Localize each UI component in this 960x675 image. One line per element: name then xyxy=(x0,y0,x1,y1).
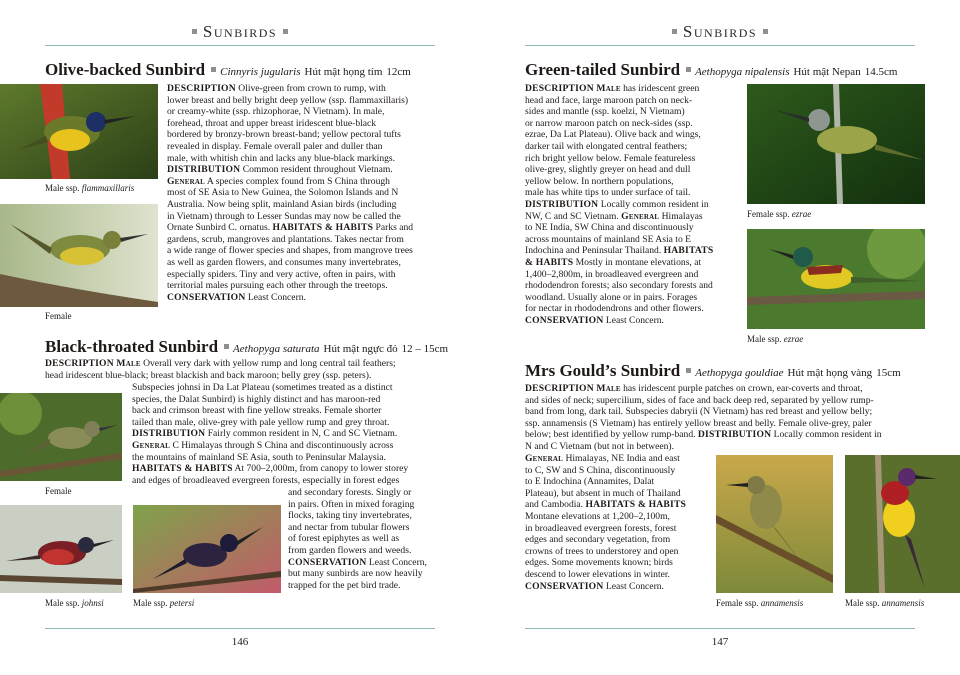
text-line: male, with whitish chin and lacks any blue-black markings. xyxy=(167,152,396,164)
text-line: edges. Some movements known; birds xyxy=(525,557,673,569)
text-line: and edges of broadleaved evergreen forests, especially in forest edges xyxy=(132,474,400,486)
text-line: head iridescent blue-black; breast blackish and back maroon; belly grey (ssp. peters). xyxy=(45,369,372,381)
text-line: head and face, large maroon patch on neck- xyxy=(525,94,693,106)
text-line: DESCRIPTION Male has iridescent purple patches on crown, ear-coverts and throat, xyxy=(525,383,863,394)
vietnamese-name: Hút mật ngực đỏ xyxy=(323,343,398,355)
vietnamese-name: Hút mật họng tím xyxy=(304,66,383,78)
text-line: ssp. annamensis (S Vietnam) has entirely yellow breast and belly. Female olive-grey, paler xyxy=(525,417,872,429)
text-line: in Vietnam) through to Lesser Sundas may now be called the xyxy=(167,210,401,222)
text-line: and sides of neck; supercilium, sides of face and back deep red, separated by yellow rump- xyxy=(525,394,874,406)
text-line: band from long, dark tail. Subspecies dabryii (N Vietnam) has red breast and yellow belly; xyxy=(525,406,873,418)
text-line: DISTRIBUTION Locally common resident in xyxy=(525,198,709,210)
text-black-throated-narrow xyxy=(288,487,443,591)
caption-black-female: Female xyxy=(45,486,72,496)
photo-black-petersi xyxy=(133,505,281,593)
page-number-right: 147 xyxy=(711,636,729,648)
text-line: species, the Dalat Sunbird) is highly distinct and has maroon-red xyxy=(132,393,381,405)
text-line: to E Indochina (Annamites, Dalat xyxy=(525,476,655,488)
text-mrs-goulds-narrow xyxy=(525,453,700,592)
text-line: rhododendron forests; also secondary forests and xyxy=(525,280,713,292)
text-mrs-goulds-full xyxy=(525,383,925,453)
scientific-name: Aethopyga nipalensis xyxy=(695,66,790,78)
text-line: and nectar from tubular flowers xyxy=(288,521,410,533)
photo-olive-female xyxy=(0,204,158,307)
species-size: 12cm xyxy=(386,66,411,78)
header-square-icon xyxy=(192,29,197,34)
text-line: yellow below. In northern populations, xyxy=(525,175,674,187)
text-line: trapped for the pet bird trade. xyxy=(288,579,401,591)
text-black-throated-main xyxy=(132,382,437,486)
text-line: or creamy-white (ssp. rhizophorae, N Vietnam). In male, xyxy=(167,106,385,118)
text-line: especially spiders. Tiny and very active, often in pairs, with xyxy=(167,268,396,280)
text-line: as well as garden flowers, and consumes many invertebrates, xyxy=(167,256,401,268)
running-header-right: Sunbirds xyxy=(525,22,915,42)
text-line: Indochina and Peninsular Thailand. HABITATS xyxy=(525,245,714,257)
text-line: to NE India, SW China and discontinuously xyxy=(525,222,694,234)
species-title-olive-backed xyxy=(45,60,411,82)
text-line: below; best identified by yellow rump-band. DISTRIBUTION Locally common resident in xyxy=(525,429,882,441)
text-line: Australia. Now being split, mainland Asian birds (including xyxy=(167,198,397,210)
text-line: a wide range of flower species and shapes, from mangrove trees xyxy=(167,245,413,257)
species-size: 15cm xyxy=(876,367,901,379)
scientific-name: Aethopyga gouldiae xyxy=(695,367,784,379)
text-line: gardens, scrub, mangroves and plantations. Takes nectar from xyxy=(167,233,404,245)
text-line: Plateau), but absent in much of Thailand xyxy=(525,487,681,499)
species-name: Green-tailed Sunbird xyxy=(525,60,681,79)
text-line: General A species complex found from S China through xyxy=(167,175,390,187)
text-line: HABITATS & HABITS At 700–2,000m, from canopy to lower storey xyxy=(132,463,409,475)
text-line: from garden flowers and weeds. xyxy=(288,544,412,556)
text-line: 1,400–2,800m, in broadleaved evergreen and xyxy=(525,268,699,280)
species-size: 12 – 15cm xyxy=(401,343,449,355)
text-line: of forest epiphytes as well as xyxy=(288,533,400,545)
species-title-black-throated xyxy=(45,337,448,359)
text-black-throated-full xyxy=(45,358,445,381)
caption-olive-female: Female xyxy=(45,311,72,321)
text-line: edges and secondary vegetation, from xyxy=(525,534,671,546)
caption-green-female: Female ssp. ezrae xyxy=(747,209,812,219)
text-line: forehead, throat and upper breast iridescent blue-black xyxy=(167,117,377,129)
caption-green-male: Male ssp. ezrae xyxy=(747,334,804,344)
header-square-icon xyxy=(672,29,677,34)
text-line: or narrow maroon patch on neck-sides (ssp. xyxy=(525,117,693,129)
text-line: flocks, taking tiny invertebrates, xyxy=(288,510,412,522)
vietnamese-name: Hút mật họng vàng xyxy=(787,367,873,379)
text-line: across mountains of mainland SE Asia to E xyxy=(525,233,692,245)
text-line: crowns of trees to understorey and open xyxy=(525,545,679,557)
caption-black-petersi: Male ssp. petersi xyxy=(133,598,195,608)
header-square-icon xyxy=(283,29,288,34)
text-line: for nectar in rhododendrons and other flowers. xyxy=(525,303,704,315)
text-line: DISTRIBUTION Fairly common resident in N, C and SC Vietnam. xyxy=(132,428,398,440)
title-square-icon xyxy=(686,368,691,373)
title-square-icon xyxy=(211,67,216,72)
text-line: back and crimson breast with fine yellow streaks. Female shorter xyxy=(132,405,382,417)
text-line: General C Himalayas through S China and discontinuously across xyxy=(132,439,394,451)
photo-gould-male xyxy=(845,455,960,593)
header-rule xyxy=(45,45,435,46)
text-line: N and C Vietnam (but not in between). xyxy=(525,440,674,452)
footer-rule xyxy=(525,628,915,629)
species-name: Black-throated Sunbird xyxy=(45,337,219,356)
text-line: Subspecies johnsi in Da Lat Plateau (sometimes treated as a distinct xyxy=(132,382,393,393)
photo-green-female xyxy=(747,84,925,204)
text-line: darker tail with elongated central feathers; xyxy=(525,140,688,152)
text-line: CONSERVATION Least Concern, xyxy=(288,556,427,568)
text-line: Montane elevations at 1,200–2,100m, xyxy=(525,510,670,522)
header-square-icon xyxy=(763,29,768,34)
text-line: descend to lower elevations in winter. xyxy=(525,568,670,580)
text-line: DESCRIPTION Male Overall very dark with yellow rump and long central tail feathers; xyxy=(45,358,396,369)
text-green-tailed xyxy=(525,83,745,326)
photo-gould-female xyxy=(716,455,833,593)
right-page xyxy=(480,0,960,675)
footer-rule xyxy=(45,628,435,629)
text-line: CONSERVATION Least Concern. xyxy=(525,580,664,592)
scientific-name: Cinnyris jugularis xyxy=(220,66,301,78)
running-header-left: Sunbirds xyxy=(45,22,435,42)
species-size: 14.5cm xyxy=(864,66,898,78)
text-line: bordered by bronzy-brown breast-band; yellow pectoral tufts xyxy=(167,129,401,141)
page-number-left: 146 xyxy=(231,636,249,648)
text-line: territorial males pursuing each other through the treetops. xyxy=(167,280,388,292)
vietnamese-name: Hút mật Nepan xyxy=(793,66,861,78)
photo-black-johnsi xyxy=(0,505,122,593)
scientific-name: Aethopyga saturata xyxy=(233,343,320,355)
text-line: and secondary forests. Singly or xyxy=(288,487,412,498)
text-line: DISTRIBUTION Common resident throughout Vietnam. xyxy=(167,164,393,176)
caption-black-johnsi: Male ssp. johnsi xyxy=(45,598,104,608)
text-line: tailed than male, olive-grey with pale yellow rump and grey throat. xyxy=(132,416,390,428)
title-square-icon xyxy=(686,67,691,72)
species-name: Olive-backed Sunbird xyxy=(45,60,206,79)
text-line: ezrae, Da Lat Plateau). Olive back and wings, xyxy=(525,129,701,141)
text-line: and Cambodia. HABITATS & HABITS xyxy=(525,499,687,511)
text-line: the mountains of mainland SE Asia, south to Peninsular Malaysia. xyxy=(132,451,386,463)
text-line: to C, SW and S China, discontinuously xyxy=(525,464,676,476)
text-line: woodland. Usually alone or in pairs. Forages xyxy=(525,291,698,303)
caption-olive-male: Male ssp. flammaxillaris xyxy=(45,183,135,193)
header-rule xyxy=(525,45,915,46)
photo-black-female xyxy=(0,393,122,481)
text-line: NW, C and SC Vietnam. General Himalayas xyxy=(525,210,703,222)
text-line: CONSERVATION Least Concern. xyxy=(525,314,664,326)
species-title-mrs-goulds xyxy=(525,361,901,383)
text-line: DESCRIPTION Olive-green from crown to rump, with xyxy=(167,83,386,94)
caption-gould-male: Male ssp. annamensis xyxy=(845,598,925,608)
text-line: DESCRIPTION Male has iridescent green xyxy=(525,83,700,94)
text-line: General Himalayas, NE India and east xyxy=(525,453,680,464)
text-olive-backed xyxy=(167,83,442,303)
text-line: revealed in display. Female overall paler and duller than xyxy=(167,140,383,152)
text-line: in broadleaved evergreen forests, forest xyxy=(525,522,677,534)
text-line: olive-grey, slightly greyer on head and dull xyxy=(525,164,691,176)
text-line: in pairs. Often in mixed foraging xyxy=(288,498,415,510)
text-line: lower breast and belly bright deep yellow (ssp. flammaxillaris) xyxy=(167,94,409,106)
text-line: rich bright yellow below. Female featureless xyxy=(525,152,696,164)
text-line: but many sunbirds are now heavily xyxy=(288,568,423,580)
species-title-green-tailed xyxy=(525,60,897,82)
text-line: & HABITS Mostly in montane elevations, at xyxy=(525,256,702,268)
text-line: most of SE Asia to New Guinea, the Solomon Islands and N xyxy=(167,187,399,199)
caption-gould-female: Female ssp. annamensis xyxy=(716,598,804,608)
photo-green-male xyxy=(747,229,925,329)
text-line: sides and mantle (ssp. koelzi, N Vietnam) xyxy=(525,106,685,118)
photo-olive-male xyxy=(0,84,158,179)
text-line: CONSERVATION Least Concern. xyxy=(167,291,306,303)
title-square-icon xyxy=(224,344,229,349)
text-line: male has white tips to under surface of tail. xyxy=(525,187,691,199)
species-name: Mrs Gould’s Sunbird xyxy=(525,361,681,380)
text-line: Ornate Sunbird C. ornatus. HABITATS & HABITS Parks and xyxy=(167,222,414,234)
